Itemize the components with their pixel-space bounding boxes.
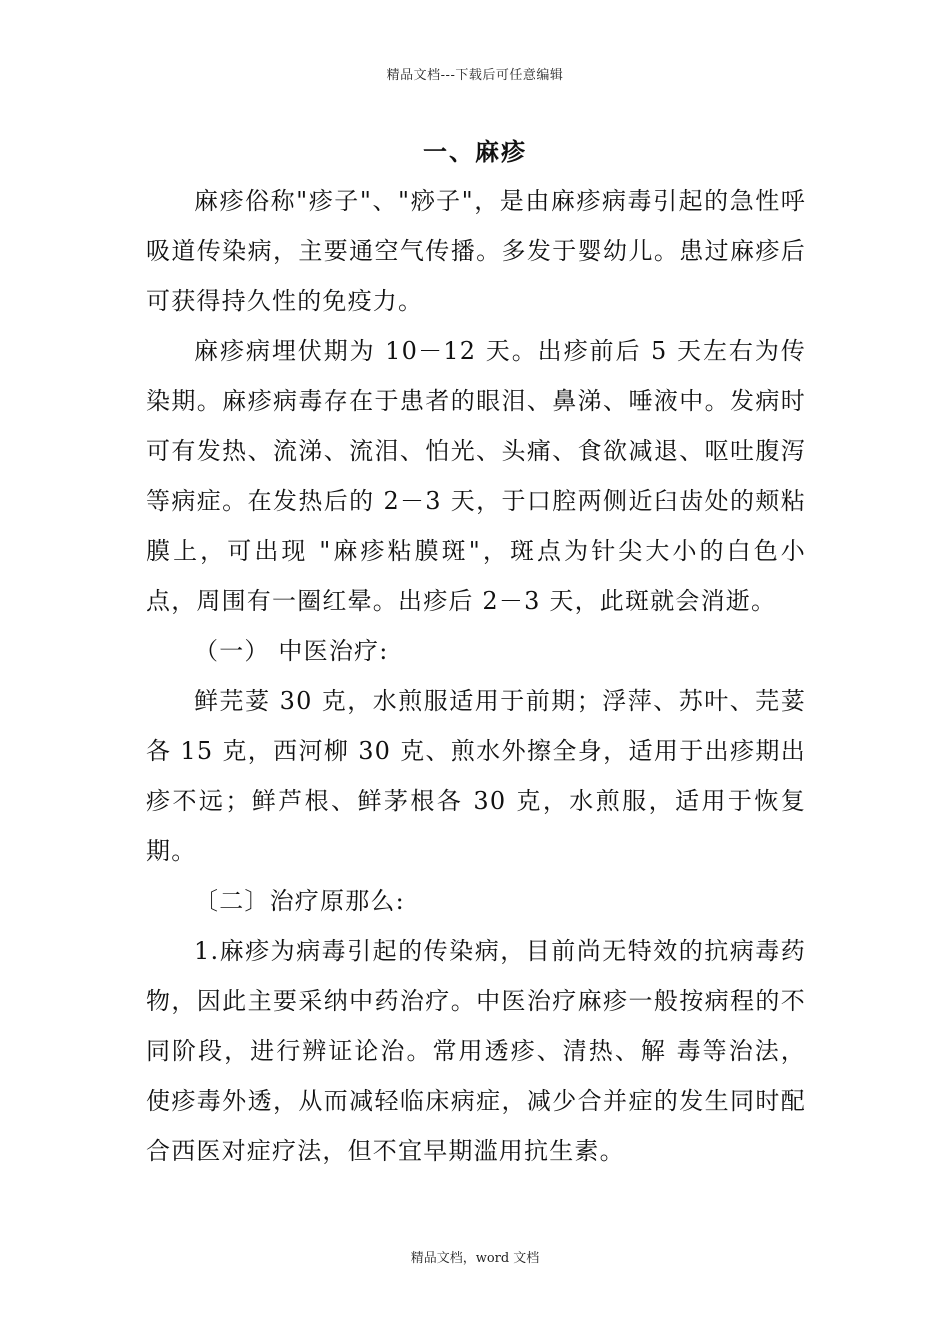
document-body	[146, 176, 806, 1176]
document-title: 一、麻疹	[423, 137, 527, 166]
page-header: 精品文档---下载后可任意编辑	[386, 68, 564, 83]
paragraph-overview: 麻疹俗称"疹子"、"痧子"，是由麻疹病毒引起的急性呼吸道传染病，主要通空气传播。多发于婴幼儿。患过麻疹后可获得持久性的免疫力。	[146, 187, 806, 315]
section-heading-tcm: （一） 中医治疗:	[194, 637, 389, 665]
section-heading-principles: 〔二〕治疗原那么:	[194, 887, 405, 915]
paragraph-incubation: 麻疹病埋伏期为 10－12 天。出疹前后 5 天左右为传染期。麻疹病毒存在于患者的眼泪、鼻涕、唾液中。发病时可有发热、流涕、流泪、怕光、头痛、食欲减退、呕吐腹泻等病症。在发热后的 2－3 天，于口腔两侧近臼齿处的颊粘膜上，可出现 "麻疹粘膜斑"，斑点为针尖大小的白色小点，周围有一圈红晕。出疹后 2－3 天，此斑就会消逝。	[146, 337, 806, 615]
page-footer: 精品文档，word 文档	[410, 1251, 540, 1266]
paragraph-tcm: 鲜芫荽 30 克，水煎服适用于前期；浮萍、苏叶、芫荽各 15 克，西河柳 30 克、煎水外擦全身，适用于出疹期出疹不远；鲜芦根、鲜茅根各 30 克，水煎服，适用于恢复期。	[146, 687, 806, 865]
paragraph-principles: 1.麻疹为病毒引起的传染病，目前尚无特效的抗病毒药物，因此主要采纳中药治疗。中医治疗麻疹一般按病程的不同阶段，进行辨证论治。常用透疹、清热、解 毒等治法，使疹毒外透，从而减轻临床病症，减少合并症的发生同时配合西医对症疗法，但不宜早期滥用抗生素。	[146, 937, 806, 1165]
